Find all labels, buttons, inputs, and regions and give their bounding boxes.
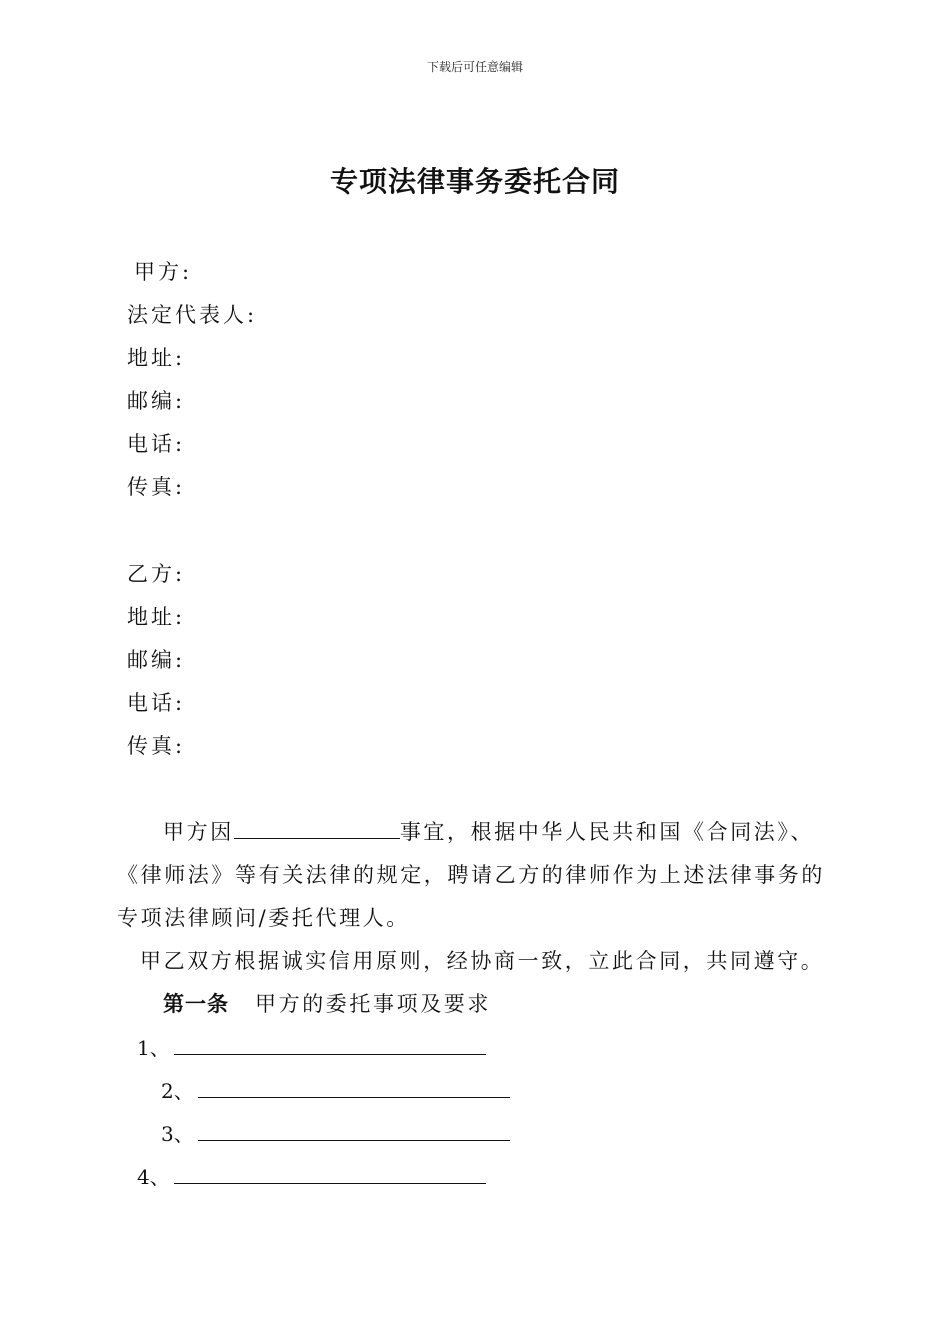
item-blank-line <box>174 1032 486 1055</box>
party-a-phone-label: 电话: <box>127 432 186 456</box>
header-note: 下载后可任意编辑 <box>426 60 523 74</box>
body-paragraph-1-line-3: 专项法律顾问/委托代理人。 <box>117 906 410 930</box>
party-a-address-label: 地址: <box>127 346 186 370</box>
matter-blank <box>234 816 400 839</box>
party-b-postcode-label: 邮编: <box>127 648 186 672</box>
item-number: 4、 <box>137 1165 170 1189</box>
item-number: 2、 <box>161 1079 194 1103</box>
party-b-fax-label: 传真: <box>127 734 186 758</box>
p1-start: 甲方因 <box>163 820 234 844</box>
body-paragraph-1-line-1 <box>163 816 814 846</box>
clause-1-label: 第一条 <box>163 992 229 1016</box>
clause-1-item-3 <box>161 1118 510 1147</box>
party-b-address-label: 地址: <box>127 605 186 629</box>
clause-1-text: 甲方的委托事项及要求 <box>255 992 491 1016</box>
p1-end: 事宜，根据中华人民共和国《合同法》、 <box>399 820 815 844</box>
party-a-rep-label: 法定代表人: <box>127 303 258 327</box>
item-number: 3、 <box>161 1122 194 1146</box>
item-blank-line <box>198 1118 510 1141</box>
party-a-name-label: 甲方: <box>134 260 193 284</box>
contract-title: 专项法律事务委托合同 <box>329 165 620 198</box>
clause-1-heading <box>163 988 491 1018</box>
party-b-phone-label: 电话: <box>127 691 186 715</box>
party-a-postcode-label: 邮编: <box>127 389 186 413</box>
party-b-name-label: 乙方: <box>127 562 186 586</box>
clause-1-item-4 <box>137 1161 486 1190</box>
clause-1-item-1 <box>137 1032 486 1061</box>
body-paragraph-1-line-2: 《律师法》等有关法律的规定，聘请乙方的律师作为上述法律事务的 <box>117 863 825 887</box>
item-blank-line <box>198 1075 510 1098</box>
item-number: 1、 <box>137 1036 170 1060</box>
clause-1-item-2 <box>161 1075 510 1104</box>
item-blank-line <box>174 1161 486 1184</box>
body-paragraph-2: 甲乙双方根据诚实信用原则，经协商一致，立此合同，共同遵守。 <box>140 949 825 973</box>
party-a-fax-label: 传真: <box>127 475 186 499</box>
